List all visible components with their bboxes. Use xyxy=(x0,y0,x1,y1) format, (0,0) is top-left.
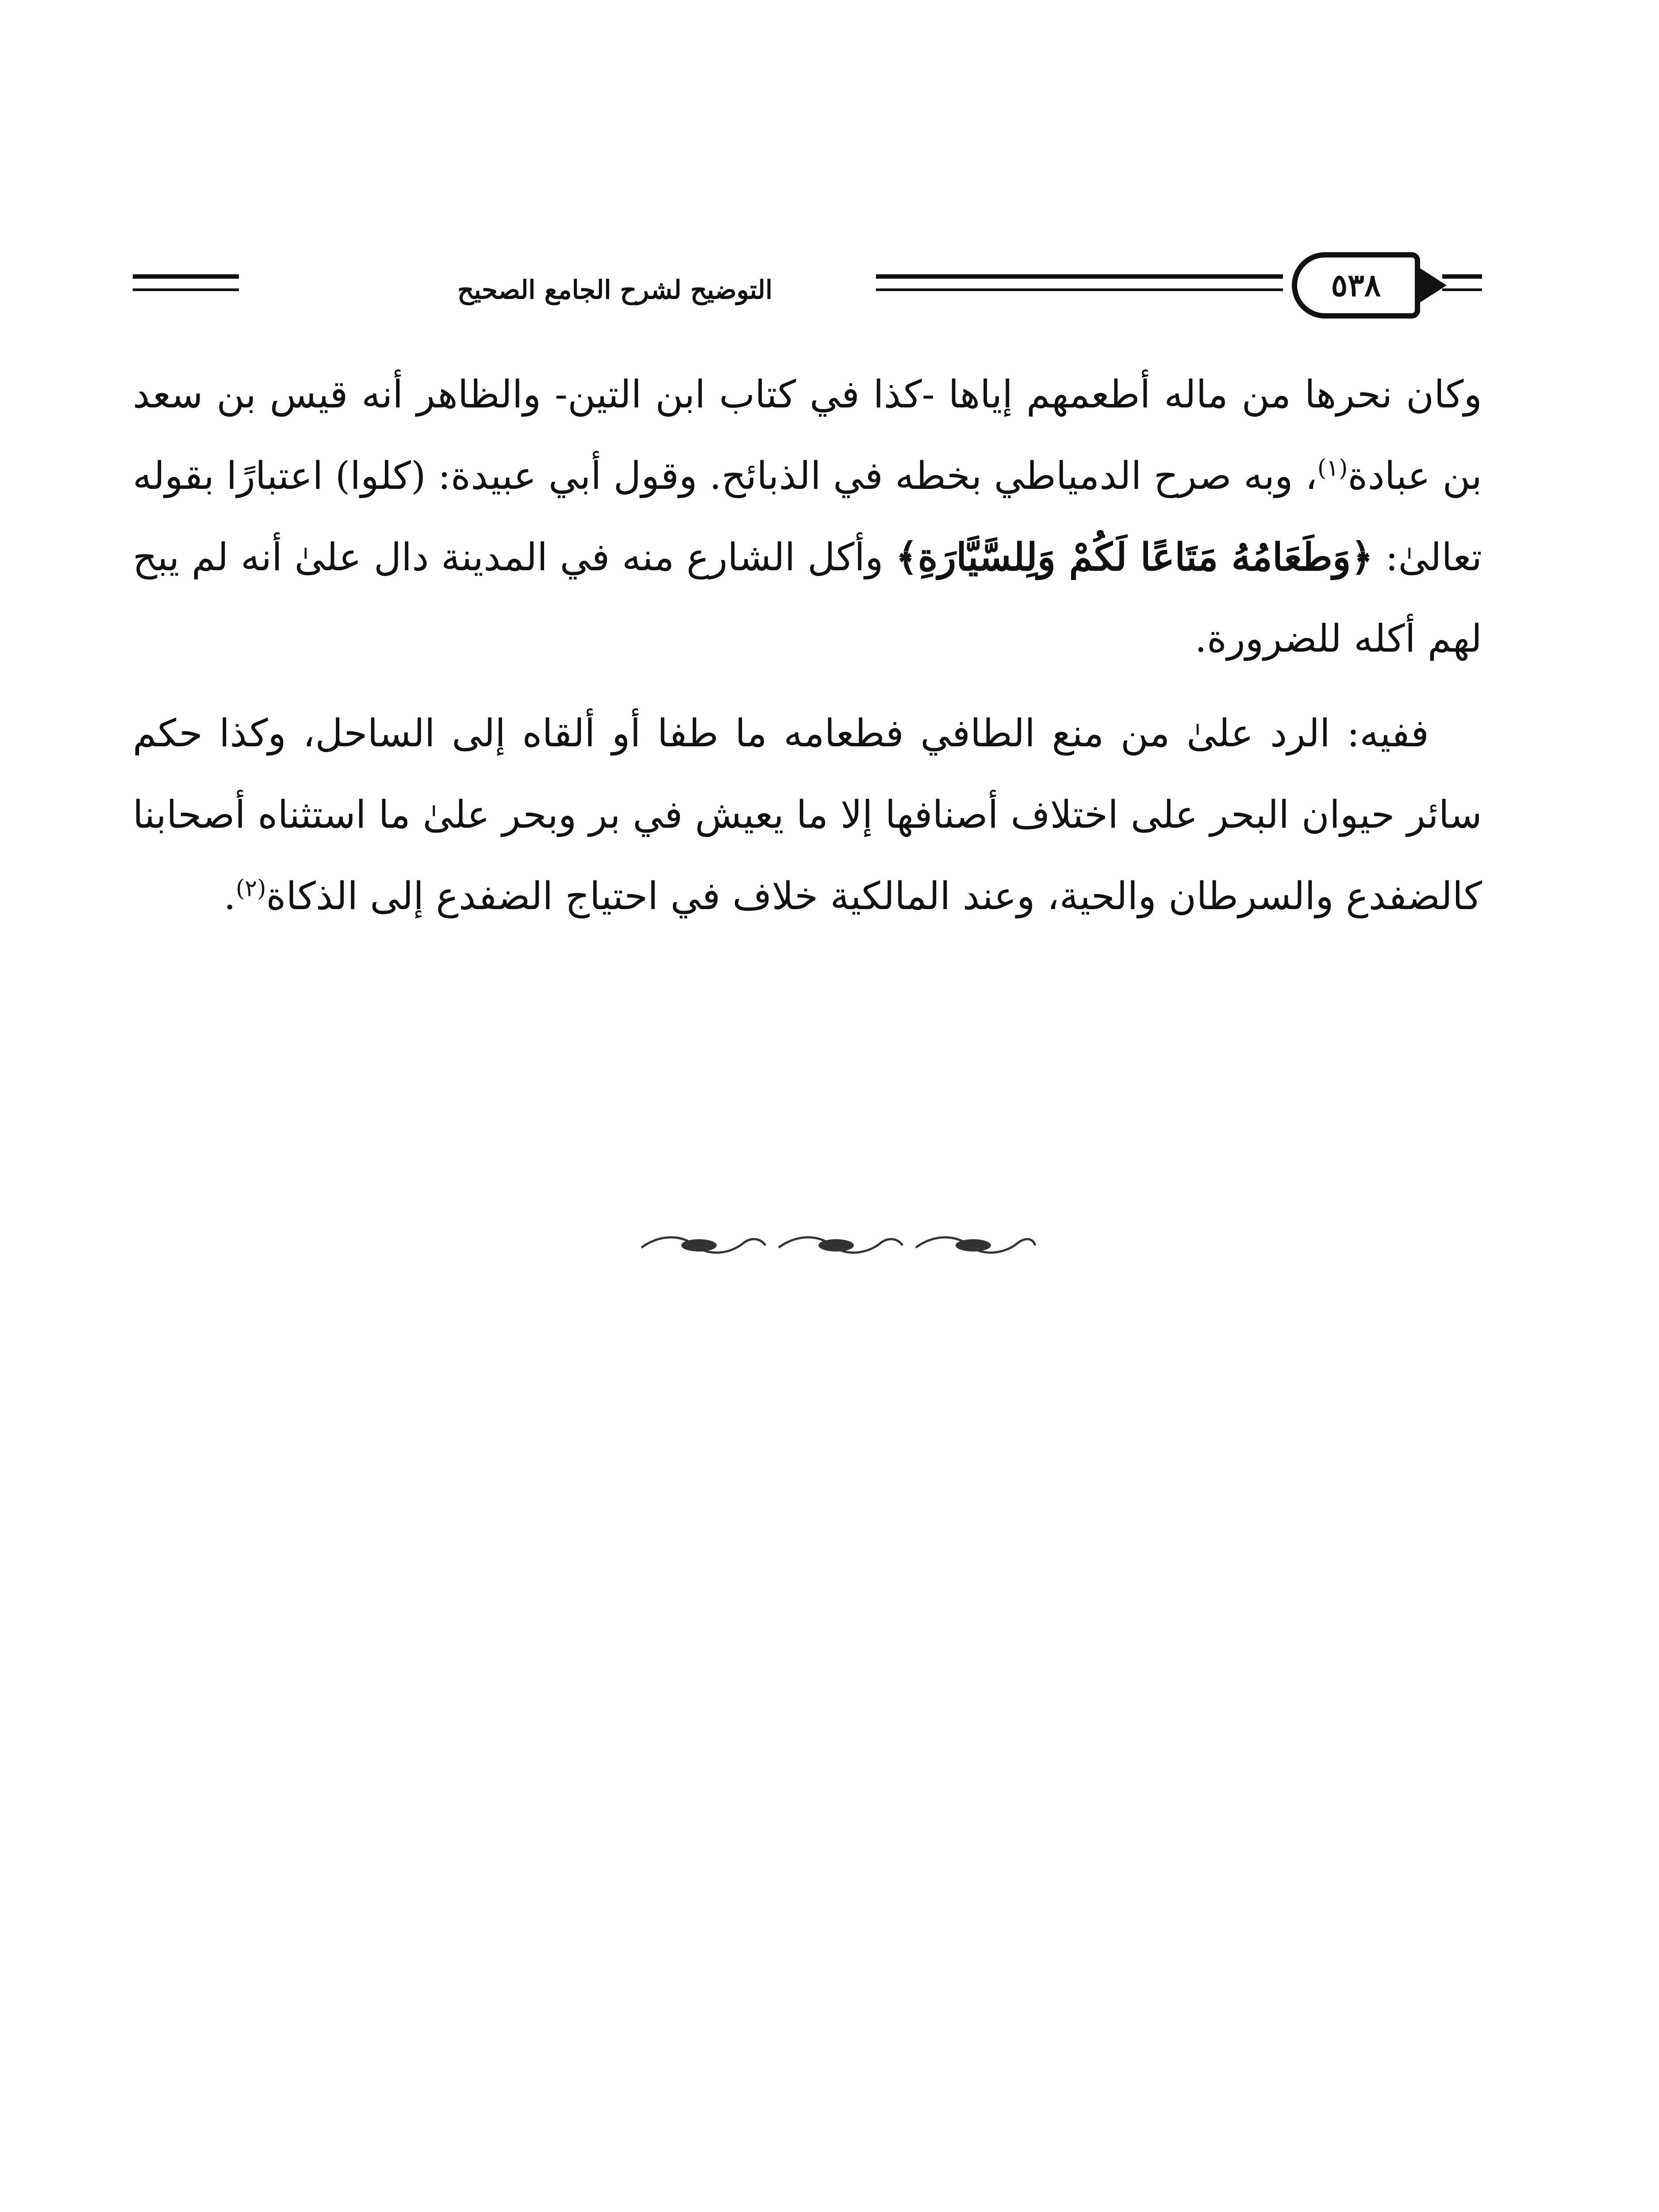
header-rule-mid-bottom xyxy=(876,288,1283,291)
badge-arrow-icon xyxy=(1416,265,1447,305)
header-rule-right-top xyxy=(1442,274,1482,279)
header-rule-left-top xyxy=(133,274,239,279)
footnote-ref-2: (٢) xyxy=(235,875,266,902)
paragraph-2-text: ففيه: الرد علىٰ من منع الطافي فطعامه ما طفا أو ألقاه إلى الساحل، وكذا حكم سائر حيوان البحر على اختلاف أصنافها إلا ما يعيش في بر وبحر علىٰ ما استثناه أصحابنا كالضفدع والسرطان والحية، وعند المالكية خلاف في احتياج الضفدع إلى الذكاة xyxy=(133,711,1482,918)
header-rule-mid-top xyxy=(876,274,1283,279)
paragraph-2-end: . xyxy=(223,874,236,918)
paragraph-1-text-c: وأكل الشارع منه في المدينة دال علىٰ أنه لم يبح لهم أكله للضرورة. xyxy=(133,535,1482,661)
main-text xyxy=(133,354,1482,937)
header-rule-right-bottom xyxy=(1442,288,1482,291)
page-number: ٥٣٨ xyxy=(1331,267,1381,303)
paragraph-1-text-a: وكان نحرها من ماله أطعمهم إياها -كذا في كتاب ابن التين- والظاهر أنه قيس بن سعد بن عبادة xyxy=(133,373,1482,498)
paragraph-1 xyxy=(133,354,1482,680)
paragraph-2 xyxy=(133,693,1482,937)
header-title: التوضيح لشرح الجامع الصحيح xyxy=(457,275,773,305)
running-header xyxy=(133,248,1482,323)
page-number-badge xyxy=(1292,252,1420,319)
header-rule-left-bottom xyxy=(133,288,239,291)
footnote-ref-1: (١) xyxy=(1317,455,1348,482)
paragraph-1-text-b: ، وبه صرح الدمياطي بخطه في الذبائح. وقول أبي عبيدة: (كلوا) اعتبارًا بقوله تعالىٰ: xyxy=(133,454,1482,580)
ornament-divider-icon xyxy=(633,1230,1040,1261)
quran-verse: ﴿وَطَعَامُهُ مَتَاعًا لَكُمْ وَلِلسَّيَّارَةِ﴾ xyxy=(895,535,1373,580)
